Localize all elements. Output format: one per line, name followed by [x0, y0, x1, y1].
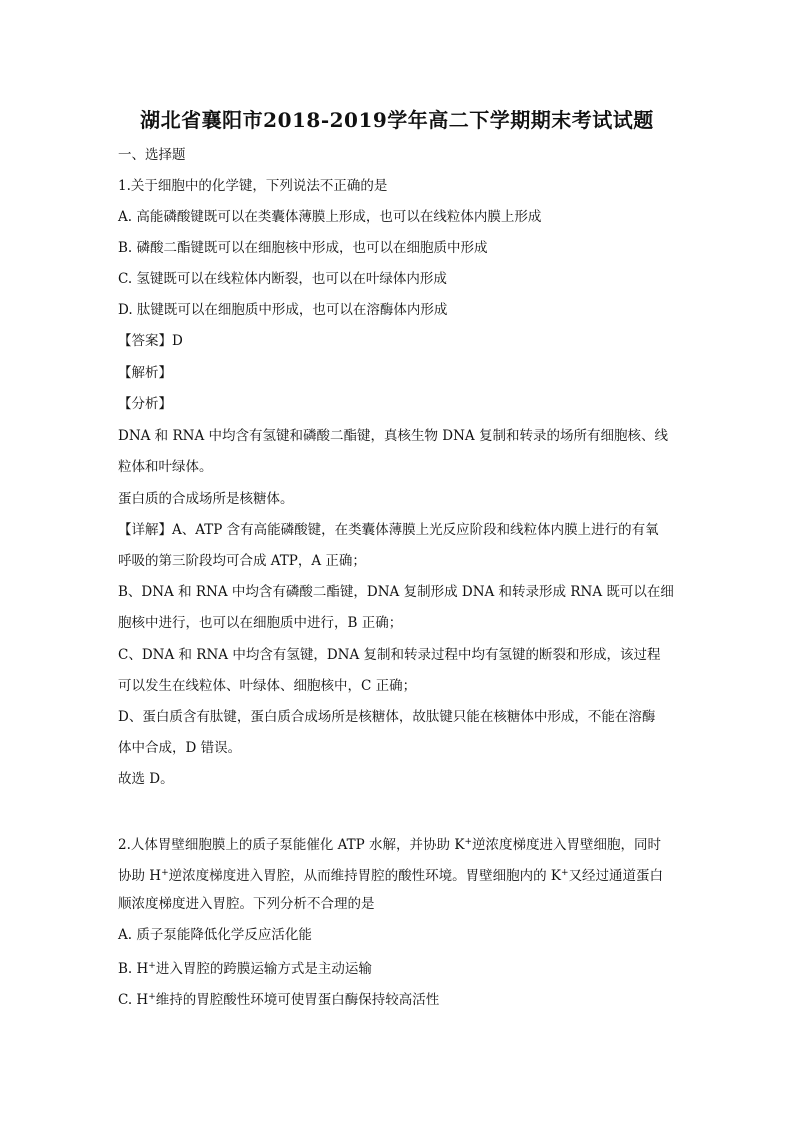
question-2-option-a: A. 质子泵能降低化学反应活化能	[118, 927, 312, 943]
option-prefix: C. H	[118, 992, 149, 1008]
superscript-plus: +	[161, 868, 169, 878]
fenxi-text-3: 蛋白质的合成场所是核糖体。	[118, 491, 294, 507]
superscript-plus: +	[561, 868, 569, 878]
detail-text-3: B、DNA 和 RNA 中均含有磷酸二酯键，DNA 复制形成 DNA 和转录形成 RNA 既可以在细	[118, 584, 674, 600]
stem-part: 逆浓度梯度进入胃壁细胞，同时	[472, 837, 661, 853]
detail-text-5: C、DNA 和 RNA 中均含有氢键，DNA 复制和转录过程中均有氢键的断裂和形成，该过程	[118, 647, 661, 663]
superscript-plus: +	[148, 992, 156, 1002]
superscript-plus: +	[464, 837, 472, 847]
detail-text-1: 【详解】A、ATP 含有高能磷酸键，在类囊体薄膜上光反应阶段和线粒体内膜上进行的有氧	[118, 522, 659, 538]
question-1-option-b: B. 磷酸二酯键既可以在细胞核中形成，也可以在细胞质中形成	[118, 240, 488, 256]
option-text: 进入胃腔的跨膜运输方式是主动运输	[155, 961, 372, 977]
stem-part: 协助 H	[118, 868, 162, 884]
fenxi-label: 【分析】	[118, 396, 172, 412]
question-1-option-c: C. 氢键既可以在线粒体内断裂，也可以在叶绿体内形成	[118, 271, 447, 287]
detail-text-8: 体中合成，D 错误。	[118, 740, 242, 756]
question-2-stem-line-3: 顺浓度梯度进入胃腔。下列分析不合理的是	[118, 896, 375, 912]
section-heading: 一、选择题	[118, 147, 186, 163]
detail-text-6: 可以发生在线粒体、叶绿体、细胞核中，C 正确；	[118, 678, 417, 694]
stem-part: 2.人体胃壁细胞膜上的质子泵能催化 ATP 水解，并协助 K	[118, 837, 465, 853]
detail-text-7: D、蛋白质含有肽键，蛋白质合成场所是核糖体，故肽键只能在核糖体中形成，不能在溶酶	[118, 709, 656, 725]
detail-text-2: 呼吸的第三阶段均可合成 ATP，A 正确；	[118, 553, 366, 569]
detail-text-4: 胞核中进行，也可以在细胞质中进行，B 正确；	[118, 615, 403, 631]
question-2-option-b	[118, 957, 372, 978]
stem-part: 又经过通道蛋白	[568, 868, 664, 884]
fenxi-text-1: DNA 和 RNA 中均含有氢键和磷酸二酯键，真核生物 DNA 复制和转录的场所有细胞核、线	[118, 428, 668, 444]
answer-label: 【答案】D	[118, 333, 183, 349]
stem-part: 逆浓度梯度进入胃腔，从而维持胃腔的酸性环境。胃壁细胞内的 K	[168, 868, 562, 884]
question-2-option-c	[118, 988, 439, 1009]
question-1-stem: 1.关于细胞中的化学键，下列说法不正确的是	[118, 178, 388, 194]
page-title: 湖北省襄阳市2018-2019学年高二下学期期末考试试题	[140, 108, 654, 132]
question-2-stem-line-1	[118, 833, 661, 854]
option-text: 维持的胃腔酸性环境可使胃蛋白酶保持较高活性	[155, 992, 440, 1008]
fenxi-text-2: 粒体和叶绿体。	[118, 459, 213, 475]
conclusion-text: 故选 D。	[118, 771, 174, 787]
option-prefix: B. H	[118, 961, 149, 977]
superscript-plus: +	[148, 961, 156, 971]
question-1-option-d: D. 肽键既可以在细胞质中形成，也可以在溶酶体内形成	[118, 302, 448, 318]
analysis-label: 【解析】	[118, 365, 172, 381]
question-1-option-a: A. 高能磷酸键既可以在类囊体薄膜上形成，也可以在线粒体内膜上形成	[118, 209, 542, 225]
question-2-stem-line-2	[118, 864, 663, 885]
